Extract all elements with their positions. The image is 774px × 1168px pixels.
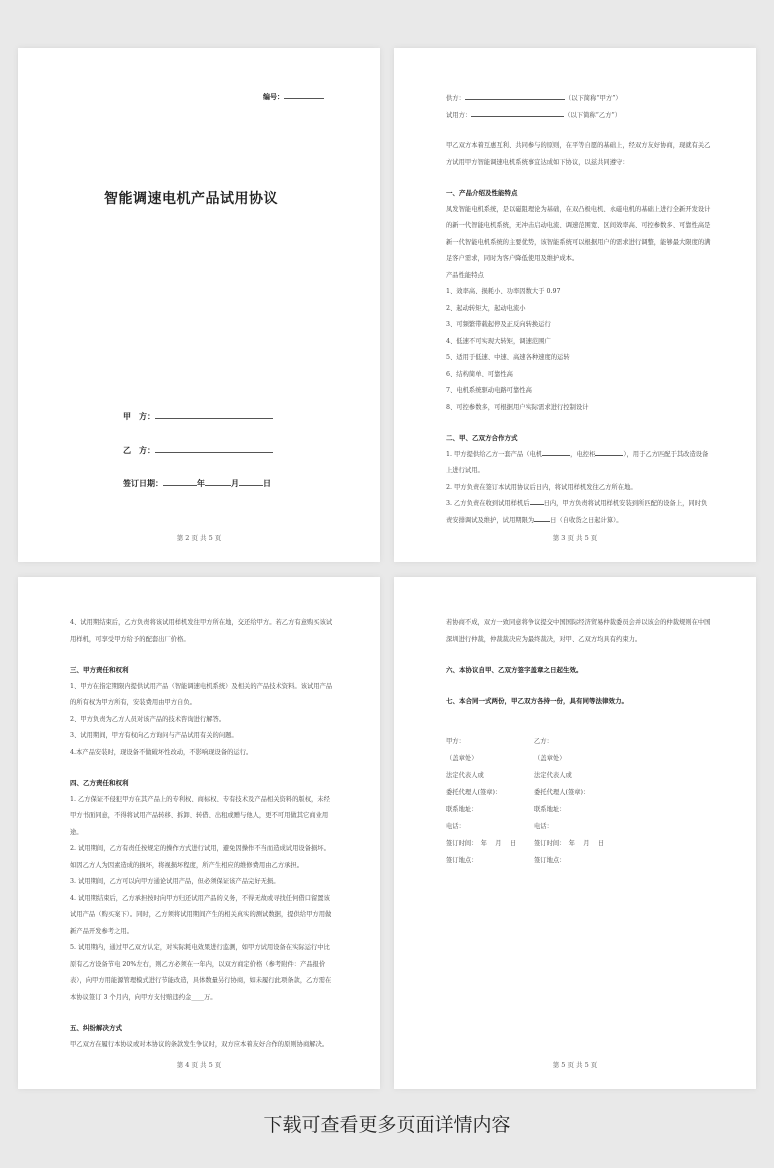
page-footer: 第 2 页 共 5 页	[176, 534, 222, 542]
features-label: 产品性能特点	[446, 271, 484, 279]
section-5-body: 甲乙双方在履行本协议或对本协议的条款发生争议时，双方应本着友好合作的原则协商解决。	[70, 1040, 329, 1048]
section-4-item: 4. 试用期结束后，乙方承担按时向甲方归还试用产品的义务，不得无故或寻找任何借口留置该试用产品（购买案下）。同时，乙方须将试用期间产生的相关真实的测试数据，提供给甲方用做新产品开发参考之用。	[70, 894, 332, 935]
signature-row: 委托代理人(签章)： 委托代理人(签章)：	[446, 789, 590, 796]
party-a-line: 甲 方：	[123, 411, 273, 422]
section-3-item: 2、甲方负责为乙方人员对该产品的技术咨询进行解答。	[70, 715, 226, 723]
signature-row: 电话： 电话：	[446, 823, 553, 830]
signature-row: （盖章处） （盖章处）	[446, 755, 566, 762]
sign-date-line: 签订日期： 年 月 日	[123, 478, 271, 488]
section-4-title: 四、乙方责任和权利	[70, 779, 129, 787]
section-4-item: 3. 试用期间，乙方可以向甲方通论试用产品，但必须保证该产品完好无损。	[70, 878, 280, 885]
page-3	[394, 48, 756, 562]
intro-paragraph: 甲乙双方本着互惠互利、共同参与的原则，在平等自愿的基础上，经双方友好协商，现就有关乙方试用甲方智能调速电机系统事宜达成如下协议，以兹共同遵守：	[446, 142, 711, 166]
page-5	[394, 577, 756, 1089]
number-blank	[284, 91, 324, 99]
signature-row: 法定代表人或 法定代表人或	[446, 772, 572, 779]
feature-item: 7、电机系统驱动电路可靠性高	[446, 387, 532, 394]
section-6: 六、本协议自甲、乙双方签字盖章之日起生效。	[446, 666, 583, 674]
section-3-item: 1、甲方在指定期限内提供试用产品（智能调速电机系统）及相关的产品技术资料。该试用产品的所有权为甲方所有，安装费用由甲方自负。	[70, 682, 333, 706]
section-5-title: 五、纠纷解决方式	[70, 1024, 122, 1032]
page-4	[18, 577, 380, 1089]
section-2-title: 二、甲、乙双方合作方式	[446, 434, 518, 442]
feature-item: 6、结构简单、可靠性高	[446, 370, 513, 378]
section-3-item: 4.本产品安装时，现设备不做破坏性改动，不影响现设备的运行。	[70, 748, 253, 756]
signature-row: 甲方： 乙方：	[446, 738, 553, 745]
section-1-body: 凤发智能电机系统，是以磁阻理论为基础，在双凸极电机、永磁电机的基础上进行全新开发设计的新一代智能电机系统，无冲击启动电流、调速范围宽、区间效率高、可控参数多、可靠性高是新一代智能电机系统的主要优势，该智能系统可以根据用户的需求进行调整，能够最大限度的满足客户需求，同时为客户降低使用及维护成本。	[446, 205, 711, 262]
feature-item: 1、效率高、损耗小、功率因数大于 0.97	[446, 288, 561, 295]
page-footer: 第 3 页 共 5 页	[552, 534, 598, 542]
feature-item: 3、可频繁带载起停及正反向转换运行	[446, 321, 551, 328]
signature-row: 签订地点： 签订地点：	[446, 857, 566, 864]
section-4-item: 1. 乙方保证不侵犯甲方在其产品上的专利权、商标权、专有技术及产品相关资料的版权，未经甲方书面同意，不得将试用产品转移、拆卸、转借、出租或赠与他人，更不可用做其它商业用途。	[70, 795, 330, 836]
feature-item: 8、可控参数多，可根据用户实际需求进行控制设计	[446, 403, 589, 411]
signature-block	[446, 733, 712, 869]
page-5-content	[446, 615, 712, 869]
section-1-title: 一、产品介绍及性能特点	[446, 189, 518, 197]
feature-item: 4、低速不可实现大转矩，调速范围广	[446, 337, 551, 345]
page-footer: 第 5 页 共 5 页	[552, 1061, 598, 1069]
page-5-top-paragraph: 若协商不成，双方一致同意将争议提交中国国际经济贸易仲裁委员会并以该会的仲裁规则在中国深圳进行仲裁，仲裁裁决应为最终裁决，对甲、乙双方均具有约束力。	[446, 619, 711, 643]
download-caption: 下载可查看更多页面详情内容	[263, 1114, 511, 1136]
section-4-item: 5. 试用期内，通过甲乙双方认定，对实际耗电效果进行监测，如甲方试用设备在实际运行中比原有乙方设备节电 20%左右，则乙方必须在一年内，以双方商定价格（参考附件：产品报价表），向甲方用能源管理模式进行节能改造，具体数量另行协商，如未履行此项条款，乙方需在本协议签订 3 个月内，向甲方支付赔违约金____万。	[70, 944, 332, 1001]
feature-item: 5、适用于低速、中速、高速各种速度的运转	[446, 354, 570, 361]
section-3-title: 三、甲方责任和权利	[70, 666, 129, 674]
section-7: 七、本合同一式两份，甲乙双方各持一份，具有同等法律效力。	[446, 696, 628, 705]
signature-row: 签订时间： 年 月 日 签订时间： 年 月 日	[446, 840, 605, 847]
supplier-line: 供方： （以下简称“甲方”）	[446, 91, 712, 108]
document-title: 智能调速电机产品试用协议	[104, 191, 278, 207]
section-4-item: 2. 试用期间，乙方有责任按规定的操作方式进行试用，避免因操作不当而造成试用设备损坏。如因乙方人为因素造成的损坏，将视损坏程度，所产生相应的维修费用由乙方承担。	[70, 845, 330, 869]
party-b-line: 乙 方：	[123, 445, 273, 456]
trial-line: 试用方： （以下简称“乙方”）	[446, 108, 712, 125]
section-2-item-1: 1. 甲方提供给乙方一套产品（电机 ，电控柜 ），用于乙方匹配于其改造设备上进行试用。	[446, 447, 712, 480]
signature-row: 联系地址： 联系地址：	[446, 806, 566, 813]
page-2-cover	[18, 48, 380, 562]
page-4-content	[70, 615, 336, 1053]
section-2-item-3: 3. 乙方负责在收到试用样机后 日内，甲方负责将试用样机安装到所匹配的设备上，同时负责安排调试及维护，试用期限为 日（自收货之日起计算）。	[446, 496, 712, 529]
feature-item: 2、起动转矩大，起动电流小	[446, 304, 526, 312]
section-2-item-2: 2. 甲方负责在签订本试用协议后日内，将试用样机发往乙方所在地。	[446, 483, 637, 491]
page-3-content	[446, 91, 712, 529]
section-3-item: 3、试用期间，甲方有权向乙方询问与产品试用有关的问题。	[70, 732, 238, 739]
page-footer: 第 4 页 共 5 页	[176, 1061, 222, 1069]
contract-number: 编号：	[263, 91, 324, 102]
page-4-top-paragraph: 4、试用期结束后，乙方负责将该试用样机发往甲方所在地，交还给甲方。若乙方有意购买该试用样机，可享受甲方给予的配套出厂价格。	[70, 619, 333, 643]
